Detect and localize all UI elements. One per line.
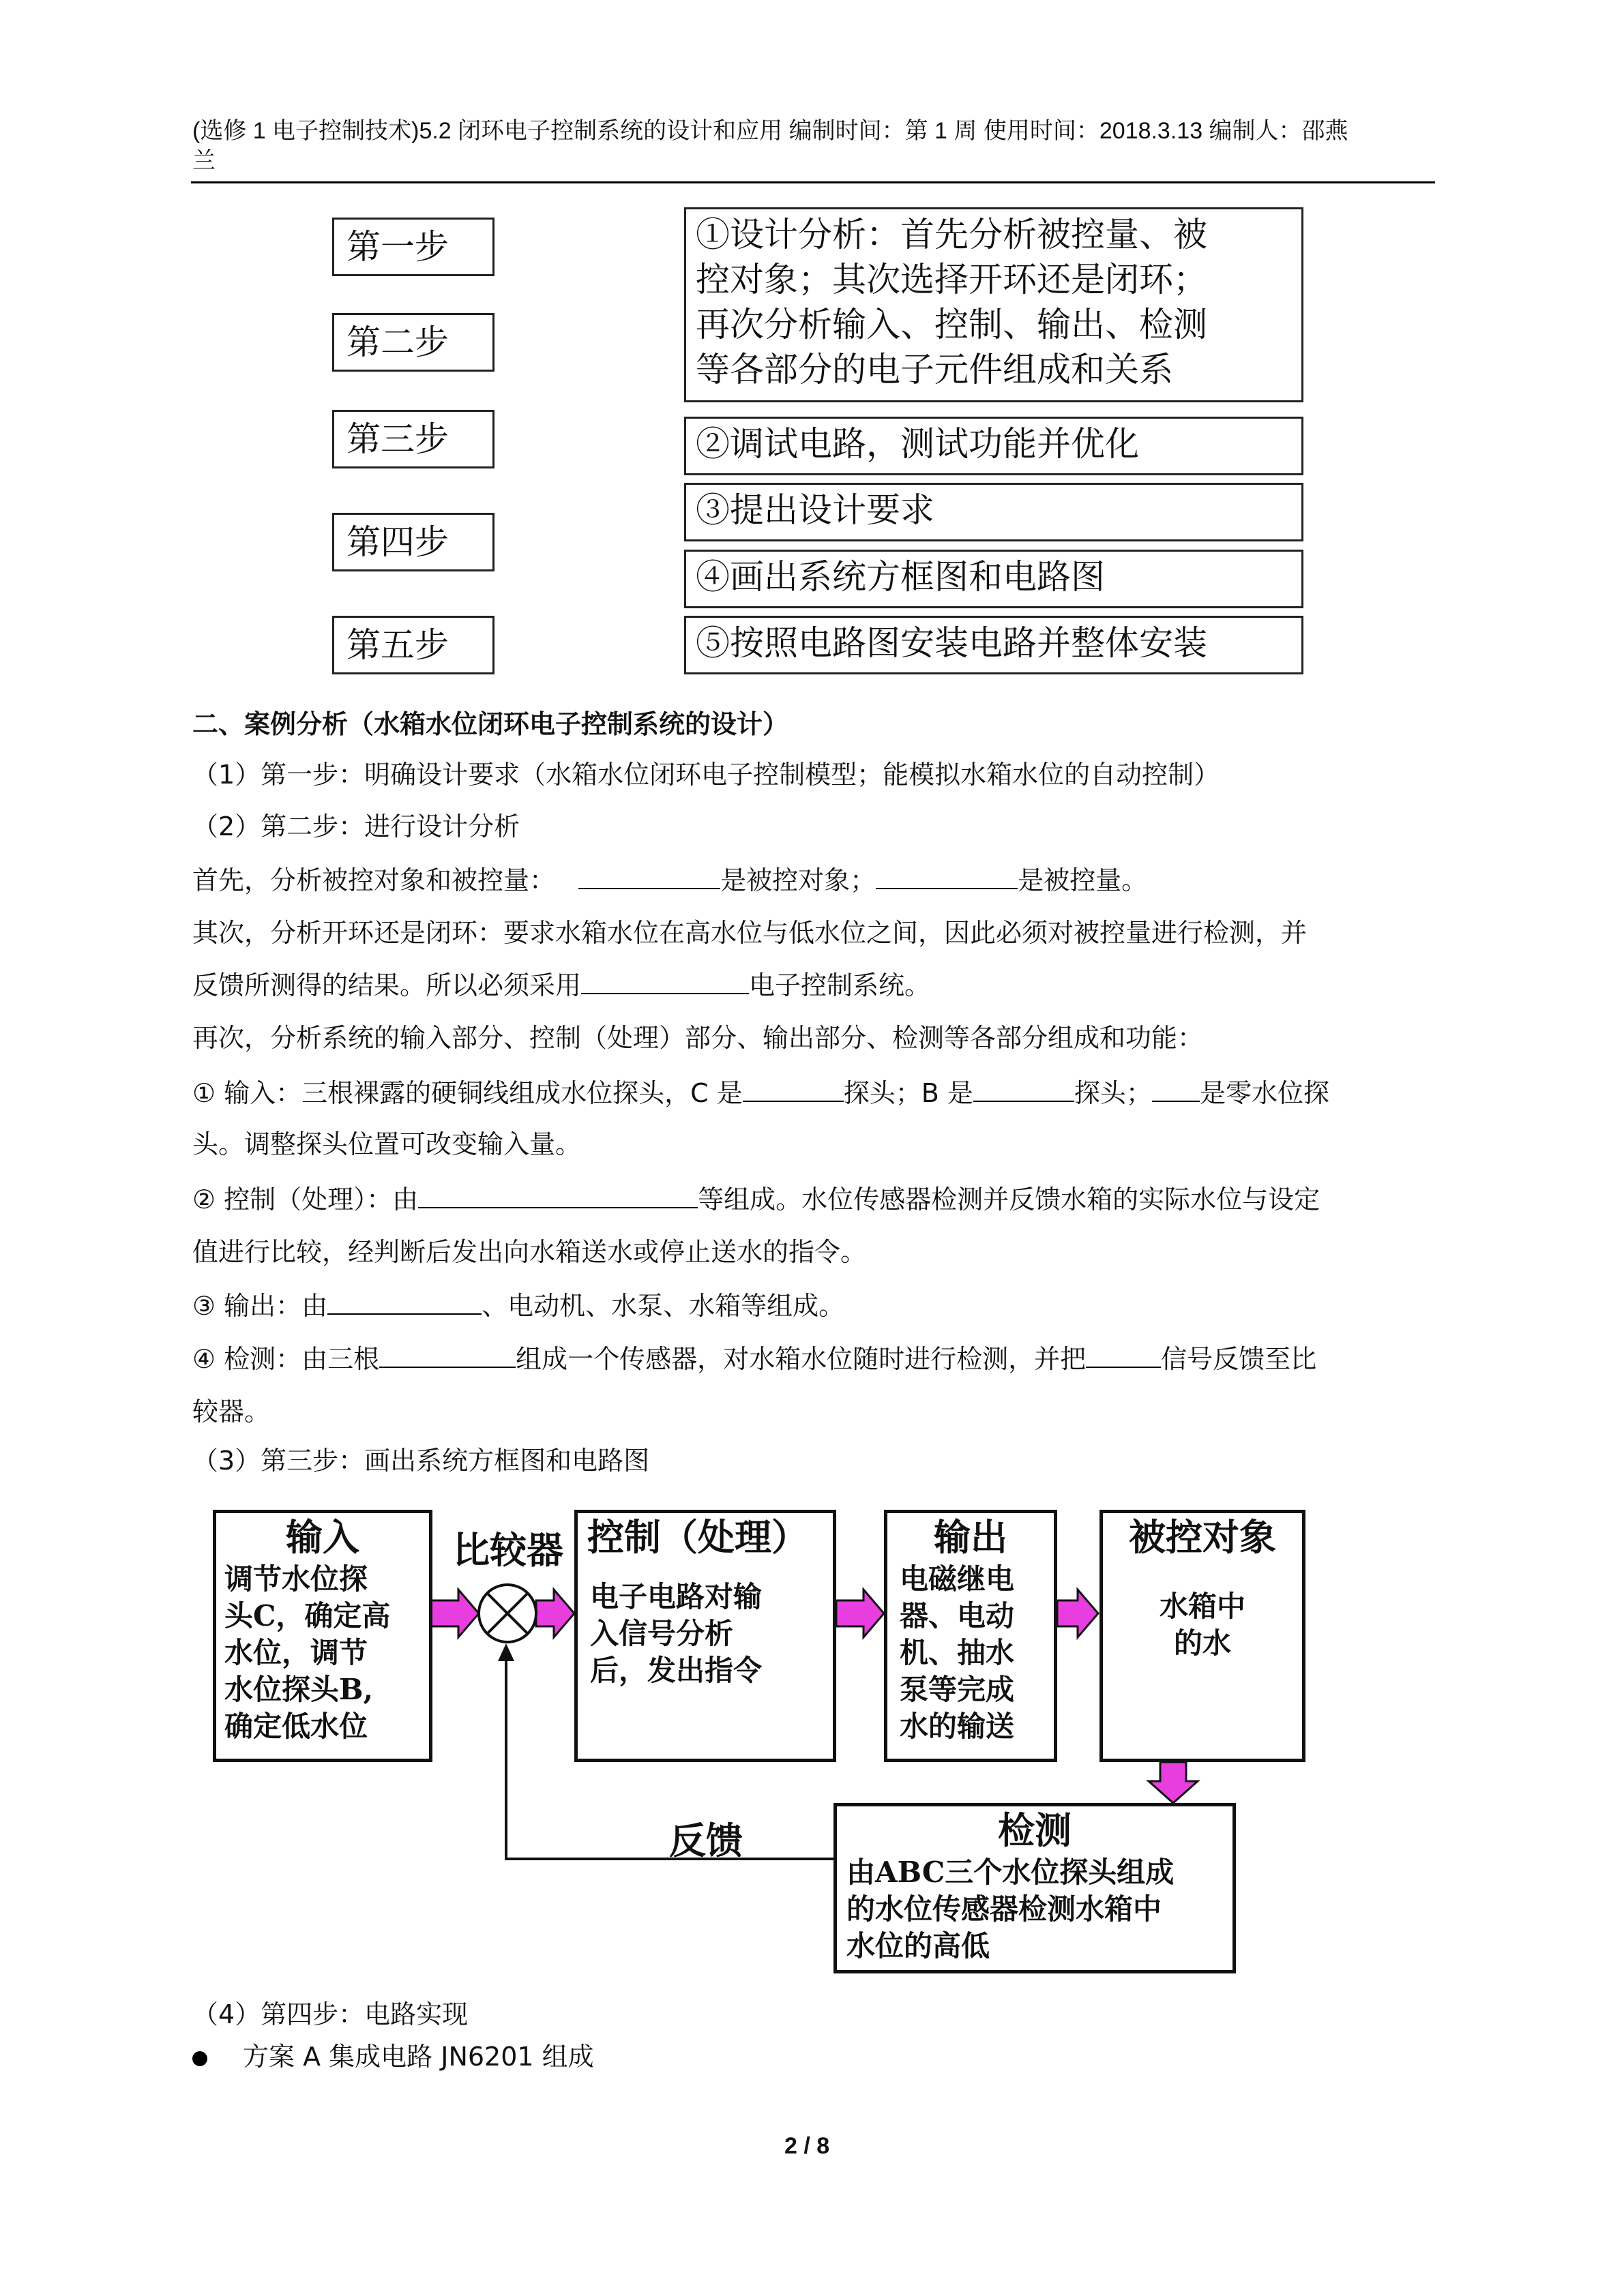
page-number: 2 / 8 [784, 2133, 830, 2159]
object-title: 被控对象 [1129, 1515, 1276, 1559]
arrow-comparator-control [536, 1590, 574, 1637]
paragraph-detect-cont: 较器。 [192, 1397, 271, 1427]
arrow-input-comparator [431, 1590, 479, 1637]
control-text [578, 1579, 833, 1689]
paragraph-third: 再次，分析系统的输入部分、控制（处理）部分、输出部分、检测等各部分组成和功能： [192, 1023, 1204, 1053]
input-line: 确定低水位 [224, 1710, 368, 1743]
text: ② 控制（处理）：由 [192, 1184, 419, 1214]
input-line: 水位，调节 [224, 1636, 368, 1669]
header-line2: 兰 [192, 148, 216, 174]
output-text [887, 1561, 1054, 1745]
paragraph-control-cont: 值进行比较，经判断后发出向水箱送水或停止送水的指令。 [192, 1237, 867, 1267]
paragraph-step1: （1）第一步：明确设计要求（水箱水位闭环电子控制模型；能模拟水箱水位的自动控制） [192, 760, 1220, 790]
control-line: 后，发出指令 [590, 1654, 763, 1687]
text: 反馈所测得的结果。所以必须采用 [192, 970, 582, 1000]
paragraph-second: 其次，分析开环还是闭环：要求水箱水位在高水位与低水位之间，因此必须对被控量进行检测，并 [192, 918, 1308, 948]
option-1-line: 等各部分的电子元件组成和关系 [696, 350, 1173, 389]
comparator-label: 比较器 [453, 1528, 563, 1572]
input-text [216, 1561, 429, 1745]
output-title: 输出 [934, 1515, 1007, 1559]
paragraph-input-cont: 头。调整探头位置可改变输入量。 [192, 1129, 582, 1159]
option-1-line: 再次分析输入、控制、输出、检测 [696, 305, 1207, 344]
step-2-box: 第二步 [332, 313, 494, 372]
option-5-box: ⑤按照电路图安装电路并整体安装 [684, 616, 1303, 674]
diagram-object-box [1099, 1510, 1305, 1762]
detect-line: 水位的高低 [846, 1929, 990, 1963]
detect-line: 由ABC三个水位探头组成 [846, 1855, 1175, 1889]
text: ③ 输出：由 [192, 1291, 328, 1321]
paragraph-step2: （2）第二步：进行设计分析 [192, 811, 520, 841]
step-5-box: 第五步 [332, 616, 494, 674]
option-3-box: ③提出设计要求 [684, 483, 1303, 541]
text: ④ 检测：由三根 [192, 1344, 380, 1374]
input-line: 头C，确定高 [224, 1599, 391, 1632]
arrow-object-detect [1149, 1762, 1198, 1803]
object-line: 水箱中 [1159, 1590, 1245, 1623]
option-1-line: ①设计分析：首先分析被控量、被 [696, 215, 1207, 254]
step-4-box: 第四步 [332, 513, 494, 571]
control-line: 入信号分析 [590, 1617, 734, 1650]
text: 电子控制系统。 [749, 970, 931, 1000]
text: 等组成。水位传感器检测并反馈水箱的实际水位与设定 [698, 1184, 1320, 1214]
diagram-detect-box [833, 1803, 1236, 1973]
text: 探头；B 是 [843, 1078, 973, 1108]
paragraph-step3: （3）第三步：画出系统方框图和电路图 [192, 1446, 650, 1476]
object-text [1103, 1588, 1302, 1662]
option-4-box: ④画出系统方框图和电路图 [684, 550, 1303, 608]
header-line1: (选修 1 电子控制技术)5.2 闭环电子控制系统的设计和应用 编制时间：第 1 周 使用时间：2018.3.13 编制人：邵燕 [192, 118, 1348, 144]
output-line: 水的输送 [900, 1710, 1015, 1743]
output-line: 电磁继电 [900, 1562, 1015, 1596]
text: 是被控对象； [720, 865, 876, 895]
bullet-item [192, 2040, 594, 2073]
option-1-line: 控对象；其次选择开环还是闭环； [696, 260, 1207, 299]
output-line: 器、电动 [900, 1599, 1015, 1632]
text: 信号反馈至比 [1161, 1344, 1317, 1374]
step-1-box: 第一步 [332, 218, 494, 276]
feedback-label: 反馈 [669, 1819, 743, 1862]
control-line: 电子电路对输 [590, 1580, 763, 1613]
bullet-text: 方案 A 集成电路 JN6201 组成 [243, 2042, 594, 2072]
detect-text [837, 1854, 1232, 1965]
text: 、电动机、水泵、水箱等组成。 [482, 1291, 845, 1321]
text: 探头； [1074, 1078, 1152, 1108]
detect-title: 检测 [998, 1808, 1072, 1852]
diagram-control-box [574, 1510, 836, 1762]
bullet-icon [192, 2051, 207, 2066]
text: 是被控量。 [1018, 865, 1148, 895]
arrow-control-output [836, 1590, 884, 1637]
detect-line: 的水位传感器检测水箱中 [846, 1892, 1162, 1926]
input-line: 水位探头B, [224, 1673, 374, 1706]
arrow-output-object [1057, 1590, 1098, 1637]
diagram-input-box [213, 1510, 432, 1762]
output-line: 机、抽水 [900, 1636, 1015, 1669]
text: ① 输入：三根裸露的硬铜线组成水位探头，C 是 [192, 1078, 743, 1108]
feedback-arrowhead [498, 1643, 514, 1661]
text: 组成一个传感器，对水箱水位随时进行检测，并把 [516, 1344, 1087, 1374]
input-line: 调节水位探 [224, 1562, 368, 1596]
section-title: 二、案例分析（水箱水位闭环电子控制系统的设计） [192, 709, 789, 739]
object-line: 的水 [1173, 1626, 1231, 1660]
option-2-box: ②调试电路，测试功能并优化 [684, 417, 1303, 475]
input-title: 输入 [286, 1515, 359, 1559]
diagram-output-box [884, 1510, 1057, 1762]
paragraph-step4: （4）第四步：电路实现 [192, 1999, 469, 2029]
text: 首先，分析被控对象和被控量： [192, 865, 556, 895]
output-line: 泵等完成 [900, 1673, 1015, 1706]
control-title: 控制（处理） [587, 1515, 808, 1559]
text: 是零水位探 [1199, 1078, 1329, 1108]
step-3-box: 第三步 [332, 410, 494, 468]
